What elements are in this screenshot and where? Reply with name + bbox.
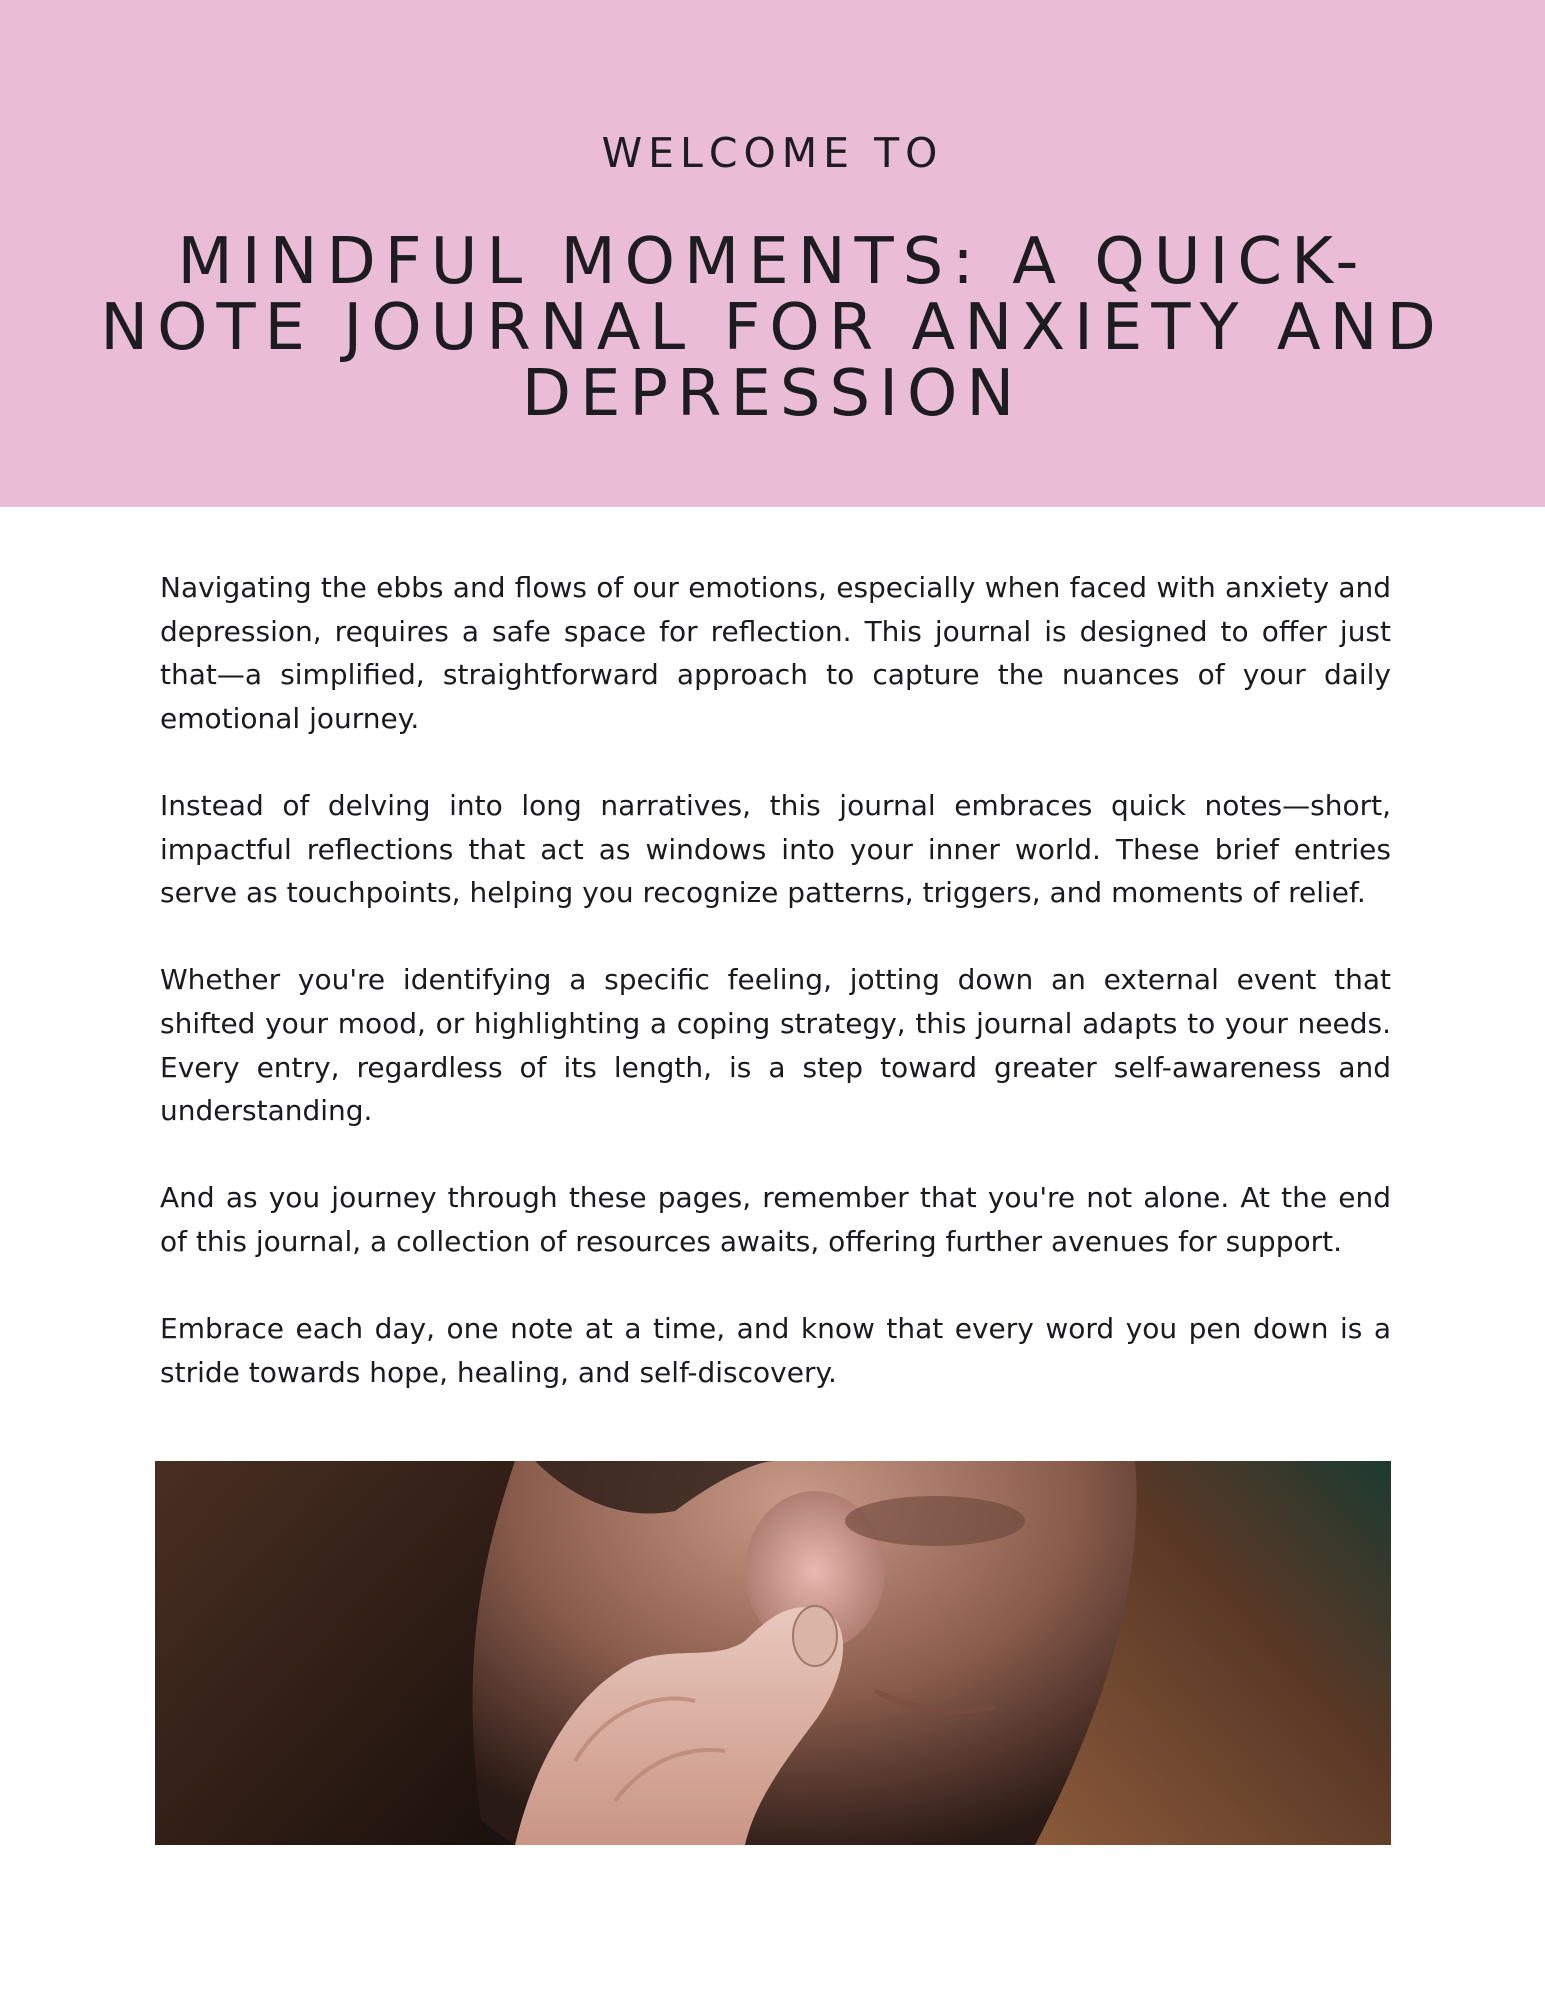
paragraph: Embrace each day, one note at a time, and know that every word you pen down is a stride towards hope, healing, and self-discovery. (160, 1312, 1391, 1389)
paragraph: Navigating the ebbs and flows of our emotions, especially when faced with anxiety and depression, requires a safe space for reflection. This journal is designed to offer just that—a simplified, straightforward approach to capture the nuances of your daily emotional journey. (160, 571, 1391, 735)
header-band (0, 0, 1545, 507)
paragraph: Instead of delving into long narratives, this journal embraces quick notes—short, impactful reflections that act as windows into your inner world. These brief entries serve as touchpoints, helping you recognize patterns, triggers, and moments of relief. (160, 788, 1391, 910)
paragraph: And as you journey through these pages, remember that you're not alone. At the end of this journal, a collection of resources awaits, offering further avenues for support. (160, 1181, 1391, 1258)
hero-photo (155, 1461, 1391, 1845)
photo-illustration (155, 1461, 1391, 1845)
paragraph: Whether you're identifying a specific feeling, jotting down an external event that shifted your mood, or highlighting a coping strategy, this journal adapts to your needs. Every entry, regardless of its length, is a step toward greater self-awareness and understanding. (160, 963, 1391, 1128)
welcome-heading: WELCOME TO (601, 129, 944, 177)
page-title: MINDFUL MOMENTS: A QUICK-NOTE JOURNAL FOR ANXIETY AND DEPRESSION (100, 225, 1445, 431)
intro-text (160, 566, 1391, 1438)
